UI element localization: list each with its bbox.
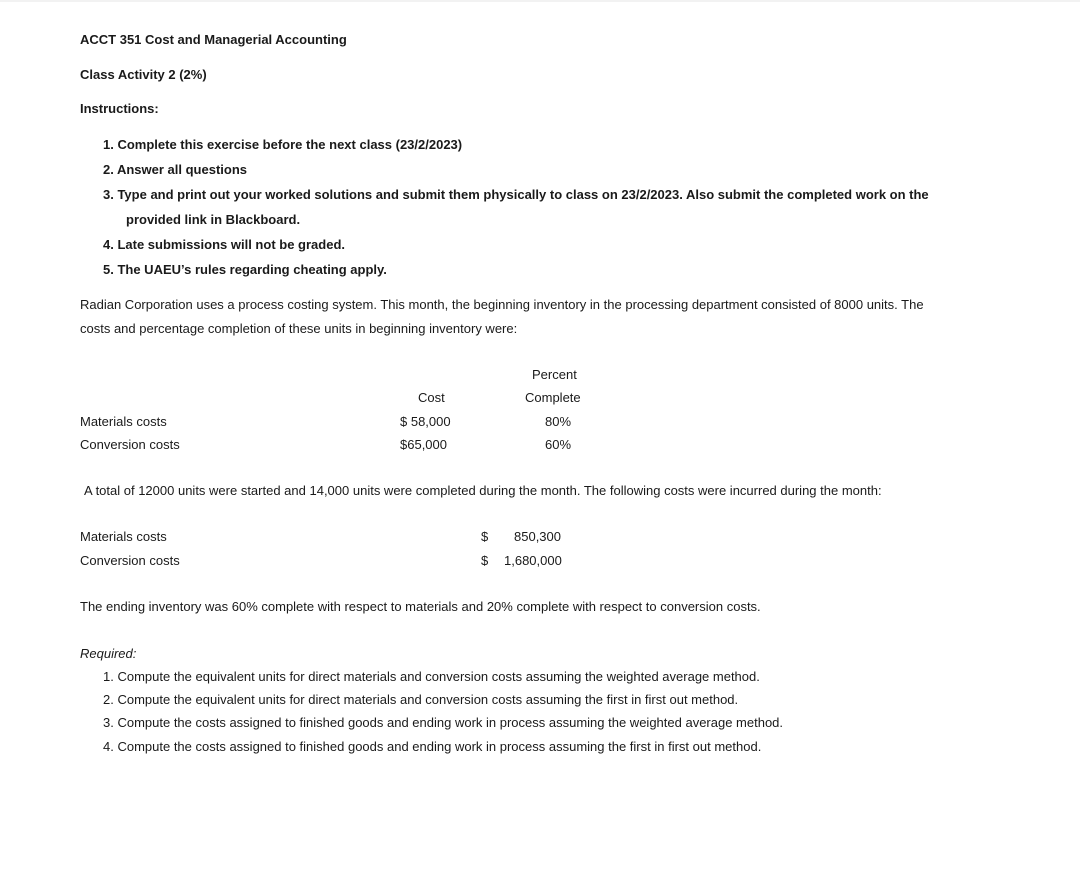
intro-paragraph-line: costs and percentage completion of these units in beginning inventory were: <box>80 321 518 336</box>
incurred-amount: 850,300 <box>514 529 561 544</box>
instructions-label: Instructions: <box>80 101 159 116</box>
incurred-row-label: Materials costs <box>80 529 167 544</box>
table-cell-percent: 80% <box>545 414 572 429</box>
table-cell-percent: 60% <box>545 437 572 452</box>
required-item: 2. Compute the equivalent units for direct materials and conversion costs assuming the first in first out method. <box>103 692 739 707</box>
intro-paragraph-line: Radian Corporation uses a process costing system. This month, the beginning inventory in the processing department consisted of 8000 units. The <box>80 297 924 312</box>
instruction-item: 5. The UAEU’s rules regarding cheating apply. <box>103 262 387 277</box>
started-paragraph: A total of 12000 units were started and 14,000 units were completed during the month. The following costs were incurred during the month: <box>84 483 882 498</box>
instruction-item: 4. Late submissions will not be graded. <box>103 237 345 252</box>
instruction-item: 2. Answer all questions <box>103 162 248 177</box>
instruction-item: 1. Complete this exercise before the next class (23/2/2023) <box>103 137 463 152</box>
instruction-item: 3. Type and print out your worked solutions and submit them physically to class on 23/2/2023. Also submit the completed work on the <box>103 187 929 202</box>
table-row-label: Conversion costs <box>80 437 180 452</box>
required-label: Required: <box>80 646 137 661</box>
table-row-label: Materials costs <box>80 414 167 429</box>
table-header-complete: Complete <box>525 390 581 405</box>
instruction-item-continued: provided link in Blackboard. <box>126 212 301 227</box>
incurred-amount: 1,680,000 <box>504 553 562 568</box>
table-header-percent: Percent <box>532 367 577 382</box>
incurred-currency: $ <box>481 529 489 544</box>
table-header-cost: Cost <box>418 390 445 405</box>
incurred-currency: $ <box>481 553 489 568</box>
activity-title: Class Activity 2 (2%) <box>80 67 207 82</box>
required-item: 1. Compute the equivalent units for direct materials and conversion costs assuming the weighted average method. <box>103 669 760 684</box>
page-top-border <box>0 0 1080 2</box>
required-item: 3. Compute the costs assigned to finished goods and ending work in process assuming the weighted average method. <box>103 715 784 730</box>
course-title: ACCT 351 Cost and Managerial Accounting <box>80 32 347 47</box>
ending-paragraph: The ending inventory was 60% complete with respect to materials and 20% complete with respect to conversion costs. <box>80 599 761 614</box>
required-item: 4. Compute the costs assigned to finished goods and ending work in process assuming the first in first out method. <box>103 739 762 754</box>
table-cell-cost: $ 58,000 <box>400 414 451 429</box>
table-cell-cost: $65,000 <box>400 437 447 452</box>
incurred-row-label: Conversion costs <box>80 553 180 568</box>
